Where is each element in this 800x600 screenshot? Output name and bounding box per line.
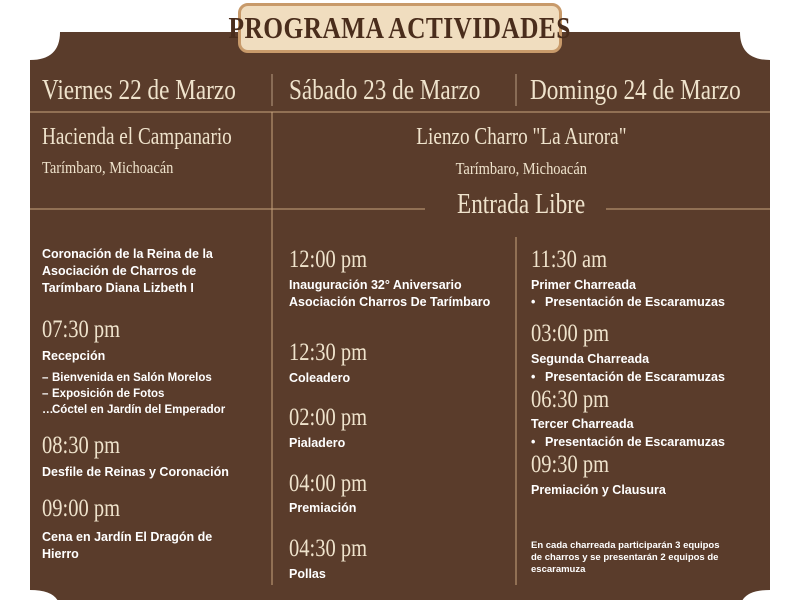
saturday-event-2: Coleadero xyxy=(289,371,351,385)
friday-event-2: Desfile de Reinas y Coronación xyxy=(42,465,229,479)
entrada-libre: Entrada Libre xyxy=(456,188,586,220)
sunday-bullet-1: • Presentación de Escaramuzas xyxy=(531,295,725,309)
day-friday: Viernes 22 de Marzo xyxy=(42,74,236,106)
friday-event-1: Recepción xyxy=(42,349,106,363)
day-saturday: Sábado 23 de Marzo xyxy=(289,74,481,106)
sunday-event-3: Tercer Charreada xyxy=(531,417,634,431)
saturday-time-5: 04:30 pm xyxy=(289,535,368,562)
sunday-note: En cada charreada participarán 3 equipos de charros y se presentarán 2 equipos de escaramuza xyxy=(531,540,720,575)
sunday-time-1: 11:30 am xyxy=(531,246,608,273)
sunday-time-3: 06:30 pm xyxy=(531,386,610,413)
list-item: – Bienvenida en Salón Morelos xyxy=(42,372,212,384)
venue-left-place: Tarímbaro, Michoacán xyxy=(42,158,174,177)
list-item: …Cóctel en Jardín del Emperador xyxy=(42,404,226,416)
sunday-event-2: Segunda Charreada xyxy=(531,352,650,366)
friday-sub-list xyxy=(42,370,225,418)
sunday-time-2: 03:00 pm xyxy=(531,320,610,347)
friday-time-2: 08:30 pm xyxy=(42,432,121,459)
saturday-time-3: 02:00 pm xyxy=(289,404,368,431)
saturday-time-2: 12:30 pm xyxy=(289,339,368,366)
saturday-time-1: 12:00 pm xyxy=(289,246,368,273)
saturday-event-4: Premiación xyxy=(289,501,357,515)
venue-right-place: Tarímbaro, Michoacán xyxy=(455,159,587,178)
saturday-event-3: Pialadero xyxy=(289,436,346,450)
saturday-time-4: 04:00 pm xyxy=(289,470,368,497)
friday-intro: Coronación de la Reina de la Asociación de Charros de Tarímbaro Diana Lizbeth I xyxy=(42,247,213,295)
venue-right-name: Lienzo Charro "La Aurora" xyxy=(415,124,627,150)
title-badge xyxy=(228,3,572,53)
venue-left-name: Hacienda el Campanario xyxy=(42,124,232,150)
sunday-time-4: 09:30 pm xyxy=(531,451,610,478)
day-sunday: Domingo 24 de Marzo xyxy=(530,74,741,106)
list-item: – Exposición de Fotos xyxy=(42,388,165,400)
sunday-bullet-3: • Presentación de Escaramuzas xyxy=(531,435,725,449)
friday-time-3: 09:00 pm xyxy=(42,495,121,522)
sunday-event-1: Primer Charreada xyxy=(531,278,636,292)
sunday-bullet-2: • Presentación de Escaramuzas xyxy=(531,370,725,384)
friday-event-3: Cena en Jardín El Dragón de Hierro xyxy=(42,530,213,561)
sunday-event-4: Premiación y Clausura xyxy=(531,483,666,497)
saturday-event-1: Inauguración 32° Aniversario Asociación Charros De Tarímbaro xyxy=(289,278,491,309)
page-title: PROGRAMA ACTIVIDADES xyxy=(228,10,572,45)
friday-time-1: 07:30 pm xyxy=(42,316,121,343)
saturday-event-5: Pollas xyxy=(289,567,326,581)
